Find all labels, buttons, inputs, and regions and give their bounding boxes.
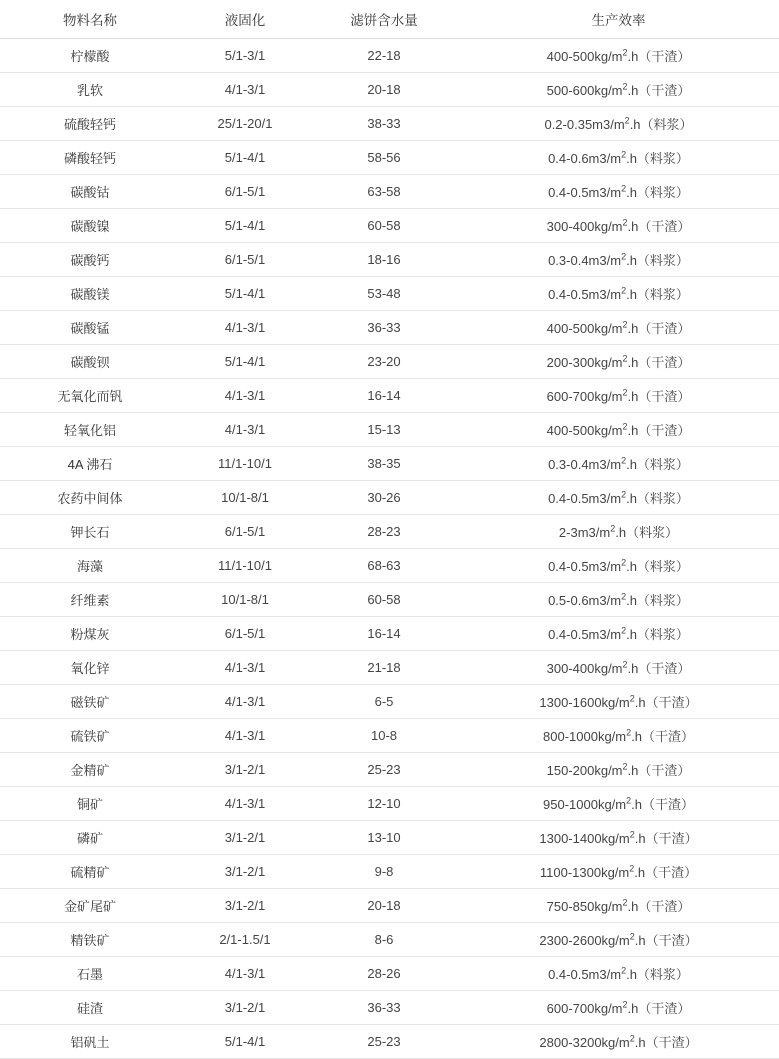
cell-production-efficiency — [458, 73, 779, 107]
efficiency-suffix: .h（干渣） — [627, 661, 691, 676]
cell-production-efficiency — [458, 311, 779, 345]
efficiency-exponent: 2 — [629, 863, 635, 874]
table-row — [0, 107, 779, 141]
efficiency-exponent: 2 — [621, 591, 627, 602]
cell-production-efficiency — [458, 787, 779, 821]
cell-production-efficiency — [458, 685, 779, 719]
cell-cake-moisture: 10-8 — [310, 719, 458, 753]
efficiency-value — [547, 760, 691, 779]
table-header — [0, 0, 779, 39]
cell-production-efficiency — [458, 957, 779, 991]
efficiency-suffix: .h（料浆） — [626, 593, 689, 608]
table-row — [0, 991, 779, 1025]
efficiency-prefix: 400-500kg/m — [546, 49, 623, 64]
efficiency-prefix: 400-500kg/m — [546, 321, 623, 336]
cell-liquid-solid-ratio: 4/1-3/1 — [180, 685, 310, 719]
table-row — [0, 787, 779, 821]
cell-production-efficiency — [458, 413, 779, 447]
cell-production-efficiency — [458, 855, 779, 889]
efficiency-exponent: 2 — [622, 81, 628, 92]
efficiency-prefix: 950-1000kg/m — [543, 797, 627, 812]
efficiency-suffix: .h（干渣） — [627, 423, 691, 438]
cell-material-name: 纤维素 — [0, 583, 180, 617]
cell-liquid-solid-ratio: 4/1-3/1 — [180, 311, 310, 345]
efficiency-suffix: .h（干渣） — [634, 695, 698, 710]
cell-production-efficiency — [458, 243, 779, 277]
cell-material-name: 碳酸钴 — [0, 175, 180, 209]
cell-material-name: 氧化锌 — [0, 651, 180, 685]
efficiency-exponent: 2 — [622, 353, 628, 364]
cell-material-name: 碳酸镁 — [0, 277, 180, 311]
efficiency-value — [547, 352, 691, 371]
cell-production-efficiency — [458, 447, 779, 481]
table-row — [0, 379, 779, 413]
table-row — [0, 39, 779, 73]
cell-liquid-solid-ratio: 6/1-5/1 — [180, 175, 310, 209]
cell-cake-moisture: 28-23 — [310, 515, 458, 549]
cell-liquid-solid-ratio: 4/1-3/1 — [180, 413, 310, 447]
cell-liquid-solid-ratio: 4/1-3/1 — [180, 651, 310, 685]
cell-cake-moisture: 13-10 — [310, 821, 458, 855]
cell-cake-moisture: 58-56 — [310, 141, 458, 175]
cell-liquid-solid-ratio: 10/1-8/1 — [180, 583, 310, 617]
efficiency-exponent: 2 — [621, 149, 627, 160]
efficiency-value — [559, 522, 678, 541]
efficiency-value — [547, 216, 691, 235]
efficiency-prefix: 750-850kg/m — [546, 899, 623, 914]
efficiency-value — [548, 488, 689, 507]
table-row — [0, 855, 779, 889]
efficiency-value — [547, 998, 691, 1017]
cell-liquid-solid-ratio: 3/1-2/1 — [180, 991, 310, 1025]
cell-cake-moisture: 53-48 — [310, 277, 458, 311]
efficiency-value — [547, 318, 691, 337]
table-row — [0, 345, 779, 379]
table-row — [0, 549, 779, 583]
table-row — [0, 957, 779, 991]
cell-material-name: 碳酸镍 — [0, 209, 180, 243]
cell-production-efficiency — [458, 753, 779, 787]
table-row — [0, 311, 779, 345]
cell-material-name: 硫铁矿 — [0, 719, 180, 753]
efficiency-value — [548, 284, 689, 303]
table-row — [0, 583, 779, 617]
efficiency-value — [548, 182, 689, 201]
column-header-production-efficiency: 生产效率 — [458, 0, 779, 39]
efficiency-suffix: .h（料浆） — [626, 559, 689, 574]
cell-material-name: 铜矿 — [0, 787, 180, 821]
cell-production-efficiency — [458, 617, 779, 651]
efficiency-exponent: 2 — [622, 999, 628, 1010]
efficiency-suffix: .h（料浆） — [626, 491, 689, 506]
cell-liquid-solid-ratio: 4/1-3/1 — [180, 957, 310, 991]
cell-production-efficiency — [458, 481, 779, 515]
cell-liquid-solid-ratio: 6/1-5/1 — [180, 617, 310, 651]
cell-material-name: 海藻 — [0, 549, 180, 583]
cell-liquid-solid-ratio: 6/1-5/1 — [180, 243, 310, 277]
table-row — [0, 481, 779, 515]
efficiency-suffix: .h（料浆） — [626, 967, 689, 982]
efficiency-exponent: 2 — [622, 319, 628, 330]
efficiency-prefix: 800-1000kg/m — [543, 729, 627, 744]
efficiency-prefix: 0.4-0.5m3/m — [548, 287, 622, 302]
cell-material-name: 乳软 — [0, 73, 180, 107]
table-row — [0, 889, 779, 923]
cell-material-name: 金矿尾矿 — [0, 889, 180, 923]
efficiency-value — [539, 930, 697, 949]
cell-liquid-solid-ratio: 11/1-10/1 — [180, 549, 310, 583]
efficiency-value — [547, 80, 691, 99]
cell-material-name: 碳酸钙 — [0, 243, 180, 277]
efficiency-value — [548, 964, 689, 983]
efficiency-prefix: 150-200kg/m — [546, 763, 623, 778]
efficiency-exponent: 2 — [624, 115, 630, 126]
efficiency-prefix: 0.2-0.35m3/m — [544, 117, 625, 132]
cell-liquid-solid-ratio: 5/1-4/1 — [180, 141, 310, 175]
cell-liquid-solid-ratio: 3/1-2/1 — [180, 753, 310, 787]
cell-cake-moisture: 25-23 — [310, 1025, 458, 1059]
efficiency-exponent: 2 — [622, 897, 628, 908]
cell-production-efficiency — [458, 651, 779, 685]
cell-production-efficiency — [458, 1025, 779, 1059]
cell-liquid-solid-ratio: 11/1-10/1 — [180, 447, 310, 481]
efficiency-exponent: 2 — [626, 795, 632, 806]
efficiency-prefix: 2300-2600kg/m — [539, 933, 630, 948]
efficiency-prefix: 500-600kg/m — [546, 83, 623, 98]
table-row — [0, 515, 779, 549]
efficiency-exponent: 2 — [621, 251, 627, 262]
efficiency-value — [544, 114, 692, 133]
cell-liquid-solid-ratio: 5/1-4/1 — [180, 277, 310, 311]
cell-cake-moisture: 18-16 — [310, 243, 458, 277]
efficiency-value — [539, 692, 697, 711]
efficiency-prefix: 200-300kg/m — [546, 355, 623, 370]
efficiency-suffix: .h（料浆） — [626, 185, 689, 200]
efficiency-exponent: 2 — [622, 47, 628, 58]
efficiency-suffix: .h（料浆） — [626, 627, 689, 642]
efficiency-prefix: 0.3-0.4m3/m — [548, 457, 622, 472]
efficiency-prefix: 1100-1300kg/m — [539, 865, 630, 880]
cell-production-efficiency — [458, 141, 779, 175]
cell-material-name: 硫精矿 — [0, 855, 180, 889]
efficiency-value — [539, 828, 697, 847]
cell-liquid-solid-ratio: 3/1-2/1 — [180, 855, 310, 889]
efficiency-suffix: .h（干渣） — [627, 899, 691, 914]
efficiency-suffix: .h（干渣） — [627, 763, 691, 778]
efficiency-prefix: 600-700kg/m — [546, 389, 623, 404]
efficiency-suffix: .h（干渣） — [627, 49, 691, 64]
cell-cake-moisture: 36-33 — [310, 311, 458, 345]
cell-material-name: 钾长石 — [0, 515, 180, 549]
cell-cake-moisture: 15-13 — [310, 413, 458, 447]
efficiency-value — [548, 148, 689, 167]
cell-production-efficiency — [458, 719, 779, 753]
cell-production-efficiency — [458, 379, 779, 413]
efficiency-exponent: 2 — [629, 931, 635, 942]
efficiency-suffix: .h（干渣） — [627, 1001, 691, 1016]
efficiency-prefix: 300-400kg/m — [546, 219, 623, 234]
efficiency-exponent: 2 — [629, 1033, 635, 1044]
efficiency-prefix: 0.4-0.5m3/m — [548, 559, 622, 574]
cell-material-name: 碳酸锰 — [0, 311, 180, 345]
cell-production-efficiency — [458, 277, 779, 311]
cell-cake-moisture: 36-33 — [310, 991, 458, 1025]
efficiency-value — [548, 556, 689, 575]
efficiency-suffix: .h（料浆） — [629, 117, 693, 132]
table-row — [0, 1025, 779, 1059]
efficiency-value — [548, 454, 689, 473]
cell-production-efficiency — [458, 889, 779, 923]
cell-cake-moisture: 16-14 — [310, 617, 458, 651]
efficiency-exponent: 2 — [621, 965, 627, 976]
efficiency-exponent: 2 — [622, 761, 628, 772]
efficiency-suffix: .h（干渣） — [631, 797, 694, 812]
cell-material-name: 4A 沸石 — [0, 447, 180, 481]
cell-production-efficiency — [458, 209, 779, 243]
cell-material-name: 农药中间体 — [0, 481, 180, 515]
cell-cake-moisture: 60-58 — [310, 209, 458, 243]
efficiency-exponent: 2 — [622, 421, 628, 432]
cell-liquid-solid-ratio: 5/1-4/1 — [180, 209, 310, 243]
efficiency-value — [539, 1032, 697, 1051]
cell-material-name: 柠檬酸 — [0, 39, 180, 73]
efficiency-suffix: .h（料浆） — [626, 287, 689, 302]
cell-cake-moisture: 8-6 — [310, 923, 458, 957]
cell-material-name: 铝矾土 — [0, 1025, 180, 1059]
cell-liquid-solid-ratio: 3/1-2/1 — [180, 821, 310, 855]
table-row — [0, 447, 779, 481]
table-row — [0, 209, 779, 243]
efficiency-prefix: 1300-1600kg/m — [539, 695, 630, 710]
efficiency-value — [547, 658, 691, 677]
cell-cake-moisture: 30-26 — [310, 481, 458, 515]
column-header-liquid-solid-ratio: 液固化 — [180, 0, 310, 39]
cell-cake-moisture: 38-35 — [310, 447, 458, 481]
efficiency-prefix: 400-500kg/m — [546, 423, 623, 438]
cell-material-name: 精铁矿 — [0, 923, 180, 957]
cell-liquid-solid-ratio: 4/1-3/1 — [180, 719, 310, 753]
table-row — [0, 277, 779, 311]
efficiency-prefix: 0.4-0.5m3/m — [548, 491, 622, 506]
cell-liquid-solid-ratio: 4/1-3/1 — [180, 379, 310, 413]
cell-production-efficiency — [458, 515, 779, 549]
efficiency-exponent: 2 — [610, 523, 616, 534]
efficiency-exponent: 2 — [621, 455, 627, 466]
table-row — [0, 753, 779, 787]
efficiency-exponent: 2 — [626, 727, 632, 738]
efficiency-value — [548, 590, 689, 609]
efficiency-exponent: 2 — [621, 489, 627, 500]
table-row — [0, 617, 779, 651]
cell-cake-moisture: 6-5 — [310, 685, 458, 719]
column-header-cake-moisture: 滤饼含水量 — [310, 0, 458, 39]
efficiency-value — [548, 624, 689, 643]
table-row — [0, 413, 779, 447]
table-row — [0, 821, 779, 855]
cell-liquid-solid-ratio: 5/1-4/1 — [180, 1025, 310, 1059]
efficiency-value — [548, 250, 689, 269]
efficiency-value — [543, 726, 694, 745]
efficiency-prefix: 0.4-0.5m3/m — [548, 967, 622, 982]
efficiency-prefix: 0.4-0.6m3/m — [548, 151, 622, 166]
cell-liquid-solid-ratio: 3/1-2/1 — [180, 889, 310, 923]
cell-cake-moisture: 60-58 — [310, 583, 458, 617]
cell-liquid-solid-ratio: 25/1-20/1 — [180, 107, 310, 141]
efficiency-suffix: .h（干渣） — [627, 321, 691, 336]
table-row — [0, 651, 779, 685]
cell-cake-moisture: 12-10 — [310, 787, 458, 821]
cell-production-efficiency — [458, 991, 779, 1025]
table-header-row — [0, 0, 779, 39]
efficiency-prefix: 600-700kg/m — [546, 1001, 623, 1016]
efficiency-suffix: .h（干渣） — [631, 729, 694, 744]
cell-material-name: 硫酸轻钙 — [0, 107, 180, 141]
cell-liquid-solid-ratio: 5/1-3/1 — [180, 39, 310, 73]
efficiency-exponent: 2 — [629, 829, 635, 840]
cell-production-efficiency — [458, 549, 779, 583]
efficiency-suffix: .h（料浆） — [626, 253, 689, 268]
efficiency-suffix: .h（干渣） — [627, 83, 691, 98]
efficiency-suffix: .h（料浆） — [626, 151, 689, 166]
cell-material-name: 金精矿 — [0, 753, 180, 787]
cell-production-efficiency — [458, 583, 779, 617]
efficiency-prefix: 0.4-0.5m3/m — [548, 627, 622, 642]
table-row — [0, 243, 779, 277]
table-row — [0, 685, 779, 719]
efficiency-suffix: .h（干渣） — [634, 831, 698, 846]
efficiency-exponent: 2 — [621, 557, 627, 568]
efficiency-value — [547, 896, 691, 915]
cell-cake-moisture: 9-8 — [310, 855, 458, 889]
cell-material-name: 磷酸轻钙 — [0, 141, 180, 175]
cell-production-efficiency — [458, 821, 779, 855]
efficiency-suffix: .h（料浆） — [615, 525, 679, 540]
cell-material-name: 石墨 — [0, 957, 180, 991]
cell-liquid-solid-ratio: 10/1-8/1 — [180, 481, 310, 515]
cell-liquid-solid-ratio: 4/1-3/1 — [180, 73, 310, 107]
cell-liquid-solid-ratio: 6/1-5/1 — [180, 515, 310, 549]
cell-production-efficiency — [458, 923, 779, 957]
efficiency-exponent: 2 — [629, 693, 635, 704]
efficiency-value — [543, 794, 694, 813]
efficiency-prefix: 0.4-0.5m3/m — [548, 185, 622, 200]
cell-cake-moisture: 20-18 — [310, 889, 458, 923]
efficiency-exponent: 2 — [621, 183, 627, 194]
efficiency-value — [547, 46, 691, 65]
efficiency-prefix: 1300-1400kg/m — [539, 831, 630, 846]
cell-material-name: 碳酸钡 — [0, 345, 180, 379]
cell-material-name: 无氧化而钒 — [0, 379, 180, 413]
cell-cake-moisture: 21-18 — [310, 651, 458, 685]
cell-cake-moisture: 68-63 — [310, 549, 458, 583]
efficiency-prefix: 2-3m3/m — [558, 525, 611, 540]
efficiency-exponent: 2 — [622, 659, 628, 670]
cell-material-name: 磁铁矿 — [0, 685, 180, 719]
cell-cake-moisture: 63-58 — [310, 175, 458, 209]
cell-production-efficiency — [458, 107, 779, 141]
table-row — [0, 73, 779, 107]
efficiency-value — [547, 420, 691, 439]
cell-production-efficiency — [458, 39, 779, 73]
column-header-material-name: 物料名称 — [0, 0, 180, 39]
efficiency-exponent: 2 — [622, 387, 628, 398]
cell-material-name: 轻氧化铝 — [0, 413, 180, 447]
cell-cake-moisture: 38-33 — [310, 107, 458, 141]
cell-production-efficiency — [458, 175, 779, 209]
efficiency-suffix: .h（干渣） — [634, 1035, 698, 1050]
table-body — [0, 39, 779, 1059]
cell-cake-moisture: 22-18 — [310, 39, 458, 73]
cell-production-efficiency — [458, 345, 779, 379]
cell-liquid-solid-ratio: 2/1-1.5/1 — [180, 923, 310, 957]
cell-material-name: 磷矿 — [0, 821, 180, 855]
table-row — [0, 719, 779, 753]
efficiency-suffix: .h（干渣） — [634, 933, 698, 948]
cell-cake-moisture: 25-23 — [310, 753, 458, 787]
efficiency-exponent: 2 — [621, 625, 627, 636]
cell-liquid-solid-ratio: 4/1-3/1 — [180, 787, 310, 821]
efficiency-prefix: 300-400kg/m — [546, 661, 623, 676]
efficiency-prefix: 2800-3200kg/m — [539, 1035, 630, 1050]
table-row — [0, 175, 779, 209]
efficiency-suffix: .h（料浆） — [626, 457, 689, 472]
cell-liquid-solid-ratio: 5/1-4/1 — [180, 345, 310, 379]
cell-cake-moisture: 23-20 — [310, 345, 458, 379]
efficiency-suffix: .h（干渣） — [634, 865, 698, 880]
efficiency-prefix: 0.5-0.6m3/m — [548, 593, 622, 608]
efficiency-suffix: .h（干渣） — [627, 389, 691, 404]
efficiency-exponent: 2 — [621, 285, 627, 296]
cell-cake-moisture: 28-26 — [310, 957, 458, 991]
table-row — [0, 141, 779, 175]
cell-material-name: 粉煤灰 — [0, 617, 180, 651]
efficiency-value — [547, 386, 691, 405]
efficiency-prefix: 0.3-0.4m3/m — [548, 253, 622, 268]
cell-material-name: 硅渣 — [0, 991, 180, 1025]
cell-cake-moisture: 20-18 — [310, 73, 458, 107]
efficiency-suffix: .h（干渣） — [627, 355, 691, 370]
table-row — [0, 923, 779, 957]
efficiency-value — [540, 862, 697, 881]
efficiency-exponent: 2 — [622, 217, 628, 228]
efficiency-suffix: .h（干渣） — [627, 219, 691, 234]
cell-cake-moisture: 16-14 — [310, 379, 458, 413]
